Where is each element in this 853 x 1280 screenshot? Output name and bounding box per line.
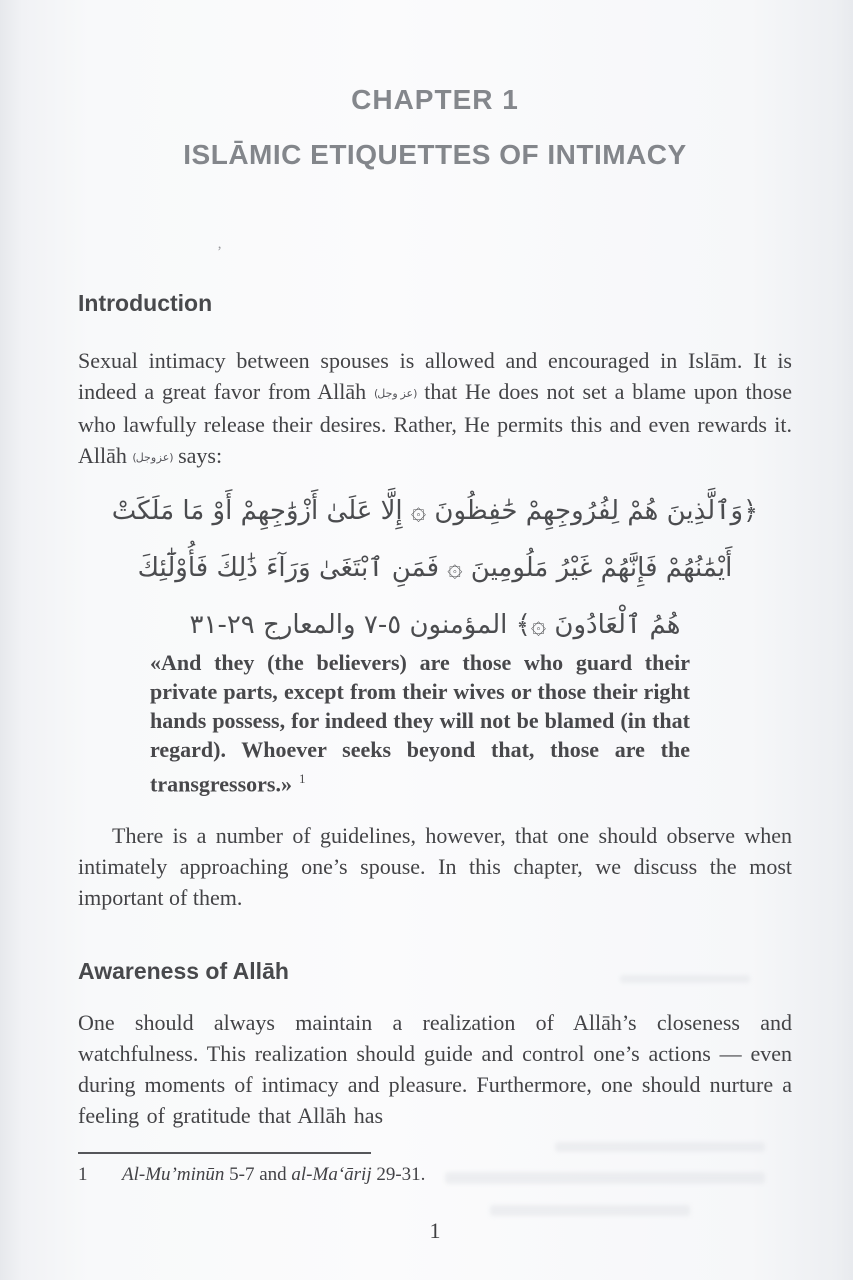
footnote-text: 5-7 and — [224, 1164, 292, 1185]
footnote-source-2: al-Ma‘ārij — [291, 1164, 372, 1185]
footnote-number: 1 — [78, 1164, 88, 1185]
body-paragraph: There is a number of guidelines, however, that one should observe when intimately approaching one’s spouse. In this chapter, we discuss the most important of them. — [78, 823, 792, 910]
bleed-through-artifact — [555, 1142, 765, 1152]
awareness-heading: Awareness of Allāh — [78, 958, 289, 984]
quran-verse-arabic — [78, 483, 792, 654]
bleed-through-artifact — [620, 975, 750, 983]
intro-paragraph-text: says: — [172, 443, 223, 468]
honorific-symbol: (عز وجل) — [132, 451, 173, 464]
page-number: 1 — [429, 1218, 441, 1243]
quran-line-2: أَيْمَٰنُهُمْ فَإِنَّهُمْ غَيْرُ مَلُومِينَ ۞ فَمَنِ ٱبْتَغَىٰ وَرَآءَ ذَٰلِكَ فَأُوْلَٰٓئِكَ — [137, 553, 733, 583]
scan-artifact: ’ — [217, 244, 222, 260]
footnote-divider — [78, 1152, 371, 1154]
quran-line-3: هُمُ ٱلْعَادُونَ ۞﴾ المؤمنون ٥-٧ والمعارج ٢٩-٣١ — [189, 610, 681, 640]
quran-line-1: ﴿وَٱلَّذِينَ هُمْ لِفُرُوجِهِمْ حَٰفِظُونَ ۞ إِلَّا عَلَىٰ أَزْوَٰجِهِمْ أَوْ مَا مَلَكَتْ — [111, 496, 759, 526]
bleed-through-artifact — [490, 1205, 690, 1216]
honorific-symbol: (عز وجل) — [373, 387, 417, 400]
intro-paragraph — [78, 345, 792, 473]
translation-quote — [150, 648, 690, 798]
footnote-source-1: Al-Mu’minūn — [122, 1164, 225, 1185]
bleed-through-artifact — [445, 1172, 765, 1184]
footnote-text: 29-31. — [371, 1164, 426, 1185]
intro-paragraph-text: that He does not set a blame upon those who lawfully release their desires. Rather, He permits this and even rewards it. Allāh — [78, 379, 792, 468]
intro-paragraph-text: Sexual intimacy between spouses is allowed and encouraged in Islām. It is indeed a great favor from Allāh — [78, 348, 792, 404]
translation-quote-text: «And they (the believers) are those who guard their private parts, except from their wives or those their right hands possess, for indeed they will not be blamed (in that regard). Whoever seeks beyond that, those are the transgressors.» — [150, 650, 690, 797]
intro-heading: Introduction — [78, 290, 213, 316]
footnote-ref: 1 — [298, 771, 306, 786]
chapter-label: CHAPTER 1 — [351, 84, 519, 115]
chapter-title: ISLĀMIC ETIQUETTES OF INTIMACY — [183, 139, 687, 170]
awareness-paragraph: One should always maintain a realization of Allāh’s closeness and watchfulness. This realization should guide and control one’s actions — even during moments of intimacy and pleasure. Furthermore, one should nurture a feeling of gratitude that Allāh has — [78, 1010, 792, 1128]
